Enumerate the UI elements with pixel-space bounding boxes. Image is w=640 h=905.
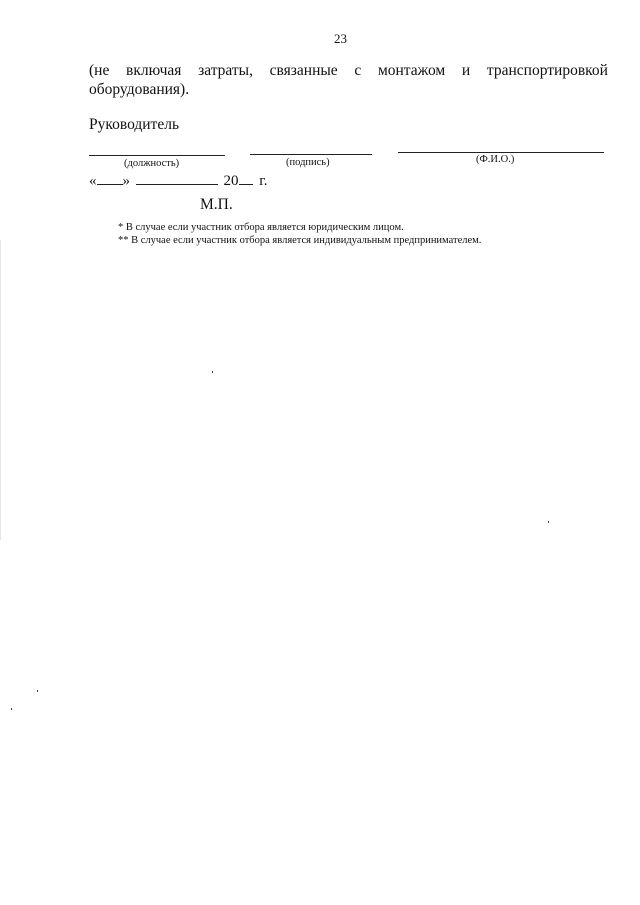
scan-speck <box>212 371 213 373</box>
position-line <box>89 155 225 156</box>
date-month-blank <box>136 171 218 185</box>
paragraph-word: (не <box>89 62 110 79</box>
date-year-prefix: 20 <box>223 173 239 189</box>
caption-signature: (подпись) <box>286 157 330 168</box>
signature-line <box>250 154 372 155</box>
footnote-1: * В случае если участник отбора является юридическим лицом. <box>118 222 404 233</box>
paragraph-word: затраты, <box>198 62 253 79</box>
paragraph-word: и <box>461 62 471 79</box>
footnote-2: ** В случае если участник отбора является индивидуальным предпринимателем. <box>118 235 482 246</box>
page-number: 23 <box>334 31 347 46</box>
date-day-blank <box>97 171 123 185</box>
paragraph-word: монтажом <box>377 62 446 79</box>
date-year-suffix: г. <box>259 173 268 189</box>
date-row <box>89 171 267 190</box>
scan-speck <box>37 690 38 692</box>
scan-speck <box>11 708 12 710</box>
date-close-quote: » <box>122 173 130 189</box>
scan-speck <box>548 521 549 523</box>
paragraph-line-1 <box>89 62 608 80</box>
paragraph-line-2: оборудования). <box>89 81 190 98</box>
scan-edge-shadow <box>0 240 1 540</box>
caption-position: (должность) <box>124 158 180 169</box>
paragraph-word: включая <box>126 62 182 79</box>
paragraph-word: транспортировкой <box>486 62 608 79</box>
paragraph-word: связанные <box>269 62 338 79</box>
paragraph-word: с <box>354 62 362 79</box>
caption-name: (Ф.И.О.) <box>476 154 515 165</box>
stamp-place: М.П. <box>200 196 233 213</box>
date-open-quote: « <box>89 173 97 189</box>
date-year-blank <box>239 171 253 185</box>
head-label: Руководитель <box>89 116 180 133</box>
name-line <box>398 152 604 153</box>
